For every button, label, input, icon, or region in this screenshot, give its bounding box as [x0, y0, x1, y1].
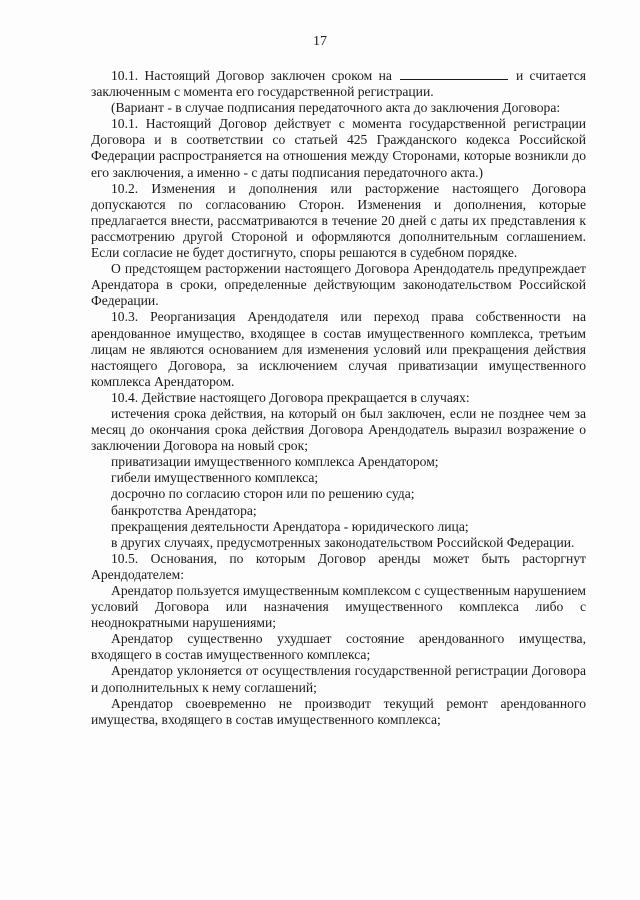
document-body: [91, 68, 586, 728]
page-number: 17: [313, 34, 327, 49]
clause-10-4-item: банкротства Арендатора;: [111, 502, 257, 518]
clause-10-1-alt: 10.1. Настоящий Договор действует с момента государственной регистрации Договора и в соответствии со статьей 425 Гражданского кодекса Российской Федерации распространяется на отношения между Сторонами, которые возникли до его заключения, а именно - с даты подписания передаточного акта.): [91, 116, 586, 180]
clause-10-5-item: Арендатор существенно ухудшает состояние арендованного имущества, входящего в состав имущественного комплекса;: [91, 631, 586, 663]
clause-10-2: 10.2. Изменения и дополнения или расторжение настоящего Договора допускаются по согласованию Сторон. Изменения и дополнения, которые предлагается внести, рассматриваются в течение 20 дней с даты их представления к рассмотрению другой Стороной и оформляются дополнительным соглашением. Если согласие не будет достигнуто, споры решаются в судебном порядке.: [91, 180, 586, 261]
clause-10-4-item: в других случаях, предусмотренных законодательством Российской Федерации.: [111, 534, 575, 550]
clause-10-4-item: гибели имущественного комплекса;: [111, 470, 319, 486]
clause-10-4-item: досрочно по согласию сторон или по решению суда;: [111, 486, 415, 502]
clause-10-3: 10.3. Реорганизация Арендодателя или переход права собственности на арендованное имущество, входящее в состав имущественного комплекса, третьим лицам не являются основанием для изменения условий или прекращения действия настоящего Договора, за исключением случая приватизации имущественного комплекса Арендатором.: [91, 309, 586, 389]
variant-note: (Вариант - в случае подписания передаточного акта до заключения Договора:: [111, 100, 561, 116]
clause-10-5-item: Арендатор своевременно не производит текущий ремонт арендованного имущества, входящего в состав имущественного комплекса;: [91, 695, 586, 727]
clause-10-5-item: Арендатор уклоняется от осуществления государственной регистрации Договора и дополнительных к нему соглашений;: [91, 663, 586, 695]
term-blank-line: [400, 69, 508, 80]
termination-warning: О предстоящем расторжении настоящего Договора Арендодатель предупреждает Арендатора в сроки, определенные действующим законодательством Российской Федерации.: [91, 261, 586, 309]
clause-10-1: [91, 68, 586, 100]
clause-10-1-start: 10.1. Настоящий Договор заключен сроком на: [111, 68, 392, 83]
clause-10-5-item: Арендатор пользуется имущественным комплексом с существенным нарушением условий Договора или назначения имущественного комплекса либо с неоднократными нарушениями;: [91, 583, 586, 631]
clause-10-5: 10.5. Основания, по которым Договор аренды может быть расторгнут Арендодателем:: [91, 550, 586, 582]
clause-10-4-item: прекращения деятельности Арендатора - юридического лица;: [111, 518, 469, 534]
clause-10-4: 10.4. Действие настоящего Договора прекращается в случаях:: [111, 389, 470, 405]
clause-10-1-end: и считается заключенным с момента его государственной регистрации.: [91, 68, 586, 100]
clause-10-4-item: истечения срока действия, на который он был заключен, если не позднее чем за месяц до окончания срока действия Договора Арендодатель выразил возражение о заключении Договора на новый срок;: [91, 405, 586, 454]
clause-10-4-item: приватизации имущественного комплекса Арендатором;: [111, 454, 439, 470]
